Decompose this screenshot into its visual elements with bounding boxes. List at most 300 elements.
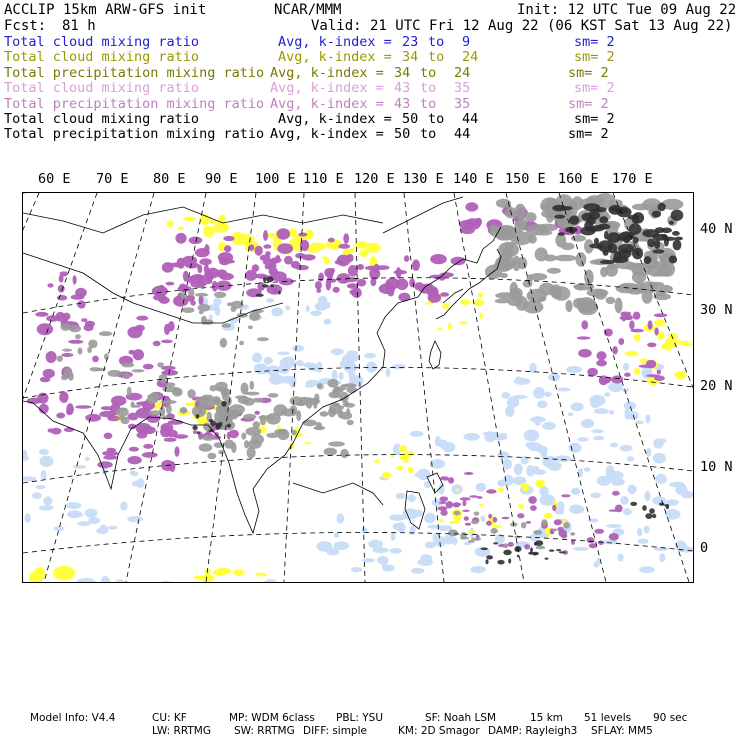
dense-cloud-core	[480, 548, 488, 551]
dense-cloud-core	[613, 256, 629, 263]
top-cloud-patch	[471, 520, 479, 524]
field-avg: Avg, k-index =	[270, 64, 384, 81]
dense-cloud-core	[629, 223, 642, 234]
lat-tick-label: 0	[700, 540, 709, 556]
footer-item: DIFF: simple	[303, 725, 367, 737]
top-cloud-patch	[160, 380, 166, 383]
field-sm: sm= 2	[574, 80, 615, 97]
field-k-from: 43	[394, 95, 411, 112]
dense-cloud-core	[652, 234, 668, 241]
dense-cloud-core	[517, 555, 519, 558]
low-cloud-patch	[645, 414, 650, 423]
top-cloud-patch	[504, 543, 508, 548]
upper-cloud-patch	[657, 370, 661, 375]
dense-cloud-core	[262, 284, 268, 287]
field-avg: Avg, k-index =	[270, 126, 384, 143]
mid-cloud-patch	[634, 368, 641, 375]
mid-cloud-patch	[518, 504, 524, 509]
dense-cloud-core	[649, 508, 655, 514]
low-cloud-patch	[392, 364, 406, 369]
footer-item: SF: Noah LSM	[425, 712, 497, 724]
low-cloud-patch	[23, 476, 36, 481]
dense-cloud-core	[659, 503, 665, 506]
top-cloud-patch	[448, 529, 458, 536]
low-cloud-patch	[382, 559, 387, 570]
top-cloud-patch	[302, 420, 317, 427]
top-cloud-patch	[632, 271, 646, 283]
top-cloud-patch	[62, 349, 72, 352]
field-name: Total cloud mixing ratio	[4, 111, 200, 127]
low-cloud-patch	[254, 365, 270, 374]
top-cloud-patch	[538, 296, 546, 301]
upper-cloud-patch	[439, 501, 446, 504]
low-cloud-patch	[85, 509, 98, 518]
top-cloud-patch	[180, 409, 186, 413]
upper-cloud-patch	[375, 265, 390, 270]
dense-cloud-core	[595, 207, 607, 212]
field-avg: Avg, k-index =	[278, 49, 392, 66]
field-k-from: 50	[402, 111, 419, 127]
top-cloud-patch	[199, 443, 213, 451]
forecast-label: Fcst:	[4, 18, 47, 34]
upper-cloud-patch	[621, 312, 627, 322]
mid-cloud-patch	[674, 371, 686, 379]
low-cloud-patch	[655, 474, 667, 484]
mid-cloud-patch	[203, 226, 214, 237]
low-cloud-patch	[326, 302, 331, 309]
upper-cloud-patch	[133, 349, 144, 360]
top-cloud-patch	[547, 268, 561, 274]
upper-cloud-patch	[263, 230, 268, 241]
dense-cloud-core	[658, 203, 666, 211]
top-cloud-patch	[340, 412, 353, 420]
low-cloud-patch	[675, 484, 687, 495]
low-cloud-patch	[654, 438, 667, 443]
low-cloud-patch	[607, 471, 623, 481]
lat-tick-label: 20 N	[700, 378, 733, 394]
top-cloud-patch	[525, 212, 536, 222]
longitude-line	[404, 193, 444, 582]
upper-cloud-patch	[337, 255, 351, 267]
mid-cloud-patch	[478, 292, 483, 297]
upper-cloud-patch	[462, 500, 466, 506]
low-cloud-patch	[127, 516, 143, 522]
low-cloud-patch	[296, 360, 304, 366]
upper-cloud-patch	[277, 243, 293, 254]
upper-cloud-patch	[524, 544, 530, 549]
upper-cloud-patch	[596, 360, 607, 367]
field-k-to: 44	[462, 111, 479, 127]
top-cloud-patch	[78, 348, 83, 355]
lat-lon-grid	[23, 193, 693, 582]
top-cloud-patch	[224, 439, 234, 448]
field-to: to	[420, 64, 437, 81]
top-cloud-patch	[577, 297, 597, 313]
mid-cloud-patch	[290, 443, 295, 449]
low-cloud-patch	[514, 463, 523, 475]
low-cloud-patch	[396, 493, 406, 500]
top-cloud-patch	[196, 396, 212, 402]
upper-cloud-patch	[77, 300, 85, 308]
upper-cloud-patch	[430, 254, 447, 264]
top-cloud-patch	[99, 331, 112, 336]
field-sm: sm= 2	[568, 64, 609, 81]
low-cloud-patch	[557, 388, 570, 392]
coastline	[293, 483, 383, 505]
top-cloud-patch	[195, 293, 208, 297]
lon-tick-label: 140 E	[453, 171, 494, 187]
top-cloud-patch	[202, 435, 215, 441]
upper-cloud-patch	[204, 272, 212, 280]
top-cloud-patch	[340, 449, 348, 458]
upper-cloud-patch	[437, 506, 447, 510]
dense-cloud-core	[644, 256, 652, 264]
field-name: Total precipitation mixing ratio	[4, 95, 265, 112]
upper-cloud-patch	[219, 273, 234, 280]
low-cloud-patch	[653, 453, 666, 464]
map-canvas	[23, 193, 693, 582]
upper-cloud-patch	[633, 312, 641, 320]
top-cloud-patch	[181, 292, 187, 300]
top-cloud-patch	[491, 528, 498, 534]
upper-cloud-patch	[61, 353, 73, 357]
low-cloud-patch	[391, 533, 396, 541]
low-cloud-patch	[624, 402, 637, 410]
low-cloud-patch	[277, 352, 290, 356]
low-cloud-patch	[644, 526, 650, 534]
upper-cloud-patch	[618, 338, 624, 345]
top-cloud-patch	[347, 420, 354, 425]
low-cloud-patch	[88, 517, 100, 524]
upper-cloud-patch	[229, 430, 239, 439]
low-cloud-patch	[130, 471, 138, 476]
upper-cloud-patch	[428, 293, 440, 297]
upper-cloud-patch	[348, 265, 358, 277]
top-cloud-patch	[216, 406, 230, 412]
dense-cloud-core	[587, 217, 595, 225]
upper-cloud-patch	[191, 281, 206, 288]
low-cloud-patch	[537, 401, 548, 409]
upper-cloud-patch	[59, 391, 68, 403]
upper-cloud-patch	[418, 284, 435, 294]
low-cloud-patch	[284, 357, 294, 362]
top-cloud-patch	[344, 403, 355, 408]
top-cloud-patch	[132, 369, 145, 372]
dense-cloud-core	[669, 256, 677, 264]
dense-cloud-core	[671, 210, 684, 221]
upper-cloud-patch	[440, 292, 449, 297]
top-cloud-patch	[147, 394, 161, 400]
top-cloud-patch	[238, 396, 250, 404]
low-cloud-patch	[470, 566, 486, 573]
upper-cloud-patch	[315, 281, 322, 289]
low-cloud-patch	[435, 436, 442, 447]
upper-cloud-patch	[648, 320, 653, 329]
upper-cloud-patch	[164, 324, 170, 335]
low-cloud-patch	[566, 366, 582, 373]
top-cloud-patch	[563, 522, 569, 528]
top-cloud-patch	[515, 204, 526, 219]
lat-tick-label: 10 N	[700, 459, 733, 475]
upper-cloud-patch	[159, 297, 170, 304]
upper-cloud-patch	[224, 260, 235, 264]
field-k-from: 23	[402, 34, 419, 50]
mid-cloud-patch	[455, 489, 459, 492]
low-cloud-patch	[498, 433, 507, 439]
latitude-line	[23, 532, 693, 553]
footer-item: 90 sec	[653, 712, 688, 724]
top-cloud-patch	[214, 416, 230, 424]
upper-cloud-patch	[143, 444, 153, 449]
top-cloud-patch	[521, 522, 526, 528]
upper-cloud-patch	[328, 238, 335, 243]
upper-cloud-patch	[295, 265, 308, 270]
mid-cloud-patch	[491, 525, 502, 528]
top-cloud-patch	[555, 255, 577, 262]
mid-cloud-patch	[437, 328, 443, 331]
upper-cloud-patch	[646, 360, 656, 369]
dense-cloud-core	[652, 249, 664, 253]
model-title: ACCLIP 15km ARW-GFS init	[4, 2, 207, 18]
upper-cloud-patch	[51, 428, 62, 435]
low-cloud-patch	[525, 442, 537, 448]
dense-cloud-core	[556, 549, 561, 551]
upper-cloud-patch	[161, 340, 173, 344]
upper-cloud-patch	[174, 446, 179, 456]
upper-cloud-patch	[517, 513, 524, 518]
low-cloud-patch	[469, 528, 474, 539]
low-cloud-patch	[573, 547, 589, 551]
longitude-line	[23, 193, 39, 582]
upper-cloud-patch	[477, 496, 483, 499]
low-cloud-patch	[533, 387, 545, 399]
top-cloud-patch	[346, 408, 350, 416]
dense-cloud-core	[589, 244, 603, 249]
upper-cloud-patch	[35, 312, 48, 317]
low-cloud-patch	[389, 548, 402, 554]
upper-cloud-patch	[488, 514, 492, 519]
low-cloud-patch	[264, 357, 273, 365]
low-cloud-patch	[568, 412, 574, 416]
low-cloud-patch	[310, 311, 322, 317]
low-cloud-patch	[591, 429, 604, 433]
low-cloud-patch	[463, 433, 479, 441]
upper-cloud-patch	[342, 277, 358, 282]
low-cloud-patch	[351, 567, 363, 572]
dense-cloud-core	[672, 231, 680, 236]
top-cloud-patch	[552, 529, 558, 532]
upper-cloud-patch	[578, 349, 592, 358]
upper-cloud-patch	[530, 505, 537, 511]
field-k-to: 44	[454, 126, 471, 143]
mid-cloud-patch	[439, 519, 444, 523]
upper-cloud-patch	[448, 477, 454, 484]
upper-cloud-patch	[92, 356, 99, 363]
low-cloud-patch	[410, 526, 416, 535]
top-cloud-patch	[299, 400, 306, 406]
footer-item: CU: KF	[152, 712, 187, 724]
top-cloud-patch	[248, 325, 253, 329]
field-k-from: 34	[394, 64, 411, 81]
low-cloud-patch	[277, 364, 290, 373]
mid-cloud-patch	[403, 459, 408, 463]
top-cloud-patch	[541, 519, 547, 526]
low-cloud-patch	[285, 305, 290, 310]
dense-cloud-core	[196, 414, 200, 418]
upper-cloud-patch	[85, 414, 101, 422]
top-cloud-patch	[460, 532, 466, 540]
upper-cloud-patch	[502, 517, 510, 519]
low-cloud-patch	[604, 392, 611, 396]
top-cloud-patch	[536, 224, 558, 232]
upper-cloud-patch	[263, 259, 277, 266]
field-avg: Avg, k-index =	[278, 34, 392, 50]
low-cloud-patch	[263, 579, 278, 582]
footer-item: DAMP: Rayleigh3	[488, 725, 578, 737]
upper-cloud-patch	[396, 267, 402, 279]
mid-cloud-patch	[449, 521, 459, 524]
org-label: NCAR/MMM	[274, 2, 342, 18]
top-cloud-patch	[320, 411, 329, 417]
low-cloud-patch	[637, 539, 648, 544]
upper-cloud-patch	[629, 320, 634, 329]
upper-cloud-patch	[412, 260, 420, 271]
field-k-to: 9	[462, 34, 471, 50]
low-cloud-patch	[417, 559, 433, 566]
mid-cloud-patch	[634, 334, 641, 342]
upper-cloud-patch	[594, 529, 604, 534]
upper-cloud-patch	[56, 413, 65, 419]
upper-cloud-patch	[175, 233, 186, 244]
map-panel	[22, 192, 694, 583]
low-cloud-patch	[555, 509, 564, 515]
field-avg: Avg, k-index =	[270, 80, 384, 97]
field-k-from: 43	[394, 80, 411, 97]
upper-cloud-patch	[81, 318, 87, 322]
top-cloud-patch	[172, 387, 183, 396]
upper-cloud-patch	[158, 285, 165, 293]
upper-cloud-patch	[387, 288, 394, 296]
upper-cloud-patch	[64, 427, 74, 432]
low-cloud-patch	[331, 348, 344, 355]
dense-cloud-core	[554, 215, 565, 219]
upper-cloud-patch	[147, 414, 160, 423]
field-to: to	[428, 49, 445, 66]
low-cloud-patch	[35, 485, 45, 489]
low-cloud-patch	[659, 553, 665, 562]
top-cloud-patch	[575, 284, 584, 291]
forecast-hours: 81 h	[62, 18, 96, 34]
top-cloud-patch	[468, 540, 475, 543]
mid-cloud-patch	[304, 442, 311, 444]
upper-cloud-patch	[508, 542, 514, 547]
mid-cloud-patch	[625, 351, 639, 356]
dense-cloud-core	[221, 401, 226, 407]
top-cloud-patch	[257, 337, 269, 341]
low-cloud-patch	[362, 558, 375, 562]
low-cloud-patch	[424, 481, 431, 488]
low-cloud-patch	[411, 568, 425, 574]
mid-cloud-patch	[295, 427, 299, 429]
footer-item: KM: 2D Smagor	[398, 725, 480, 737]
low-cloud-patch	[581, 419, 594, 429]
upper-cloud-patch	[284, 256, 293, 265]
low-cloud-patch	[593, 436, 605, 440]
top-cloud-patch	[165, 382, 175, 386]
dense-cloud-core	[508, 558, 511, 563]
low-cloud-patch	[289, 377, 297, 387]
top-cloud-patch	[121, 363, 134, 368]
top-cloud-patch	[198, 304, 211, 312]
low-cloud-patch	[364, 353, 376, 359]
upper-cloud-patch	[581, 320, 588, 329]
upper-cloud-patch	[212, 281, 218, 292]
upper-cloud-patch	[263, 244, 271, 248]
dense-cloud-core	[666, 504, 669, 509]
top-cloud-patch	[510, 288, 523, 300]
low-cloud-patch	[373, 547, 389, 553]
upper-cloud-patch	[343, 233, 349, 244]
upper-cloud-patch	[47, 283, 53, 287]
field-avg: Avg, k-index =	[270, 95, 384, 112]
top-cloud-patch	[258, 415, 274, 419]
upper-cloud-patch	[68, 340, 83, 344]
low-cloud-patch	[317, 541, 333, 552]
dense-cloud-core	[192, 425, 197, 430]
field-k-to: 35	[454, 95, 471, 112]
upper-cloud-patch	[58, 285, 65, 293]
footer-item: MP: WDM 6class	[229, 712, 315, 724]
low-cloud-patch	[339, 372, 344, 380]
top-cloud-patch	[253, 421, 261, 428]
mid-cloud-patch	[353, 245, 368, 249]
dense-cloud-core	[534, 542, 538, 546]
upper-cloud-patch	[277, 228, 291, 239]
top-cloud-patch	[328, 441, 345, 446]
upper-cloud-patch	[609, 533, 619, 541]
top-cloud-patch	[523, 301, 544, 314]
top-cloud-patch	[188, 289, 195, 296]
top-cloud-patch	[222, 323, 232, 327]
top-cloud-patch	[595, 290, 607, 300]
low-cloud-patch	[417, 469, 430, 481]
low-cloud-patch	[424, 513, 435, 524]
low-cloud-patch	[534, 416, 542, 426]
upper-cloud-patch	[324, 268, 334, 277]
lon-tick-label: 90 E	[205, 171, 238, 187]
upper-cloud-patch	[59, 275, 64, 283]
low-cloud-patch	[306, 305, 310, 312]
field-k-to: 35	[454, 80, 471, 97]
mid-cloud-patch	[497, 488, 504, 492]
dense-cloud-core	[625, 234, 631, 242]
upper-cloud-patch	[528, 496, 537, 504]
top-cloud-patch	[122, 373, 130, 379]
upper-cloud-patch	[37, 323, 53, 335]
mid-cloud-patch	[448, 323, 452, 330]
low-cloud-patch	[32, 493, 42, 499]
upper-cloud-patch	[63, 313, 71, 321]
mid-cloud-patch	[374, 459, 379, 463]
low-cloud-patch	[624, 408, 629, 420]
upper-cloud-patch	[189, 237, 203, 245]
top-cloud-patch	[116, 408, 129, 417]
mid-cloud-patch	[213, 569, 227, 576]
low-cloud-patch	[540, 494, 556, 506]
dense-cloud-core	[270, 284, 274, 287]
upper-cloud-patch	[557, 527, 563, 532]
dense-cloud-core	[266, 277, 274, 283]
